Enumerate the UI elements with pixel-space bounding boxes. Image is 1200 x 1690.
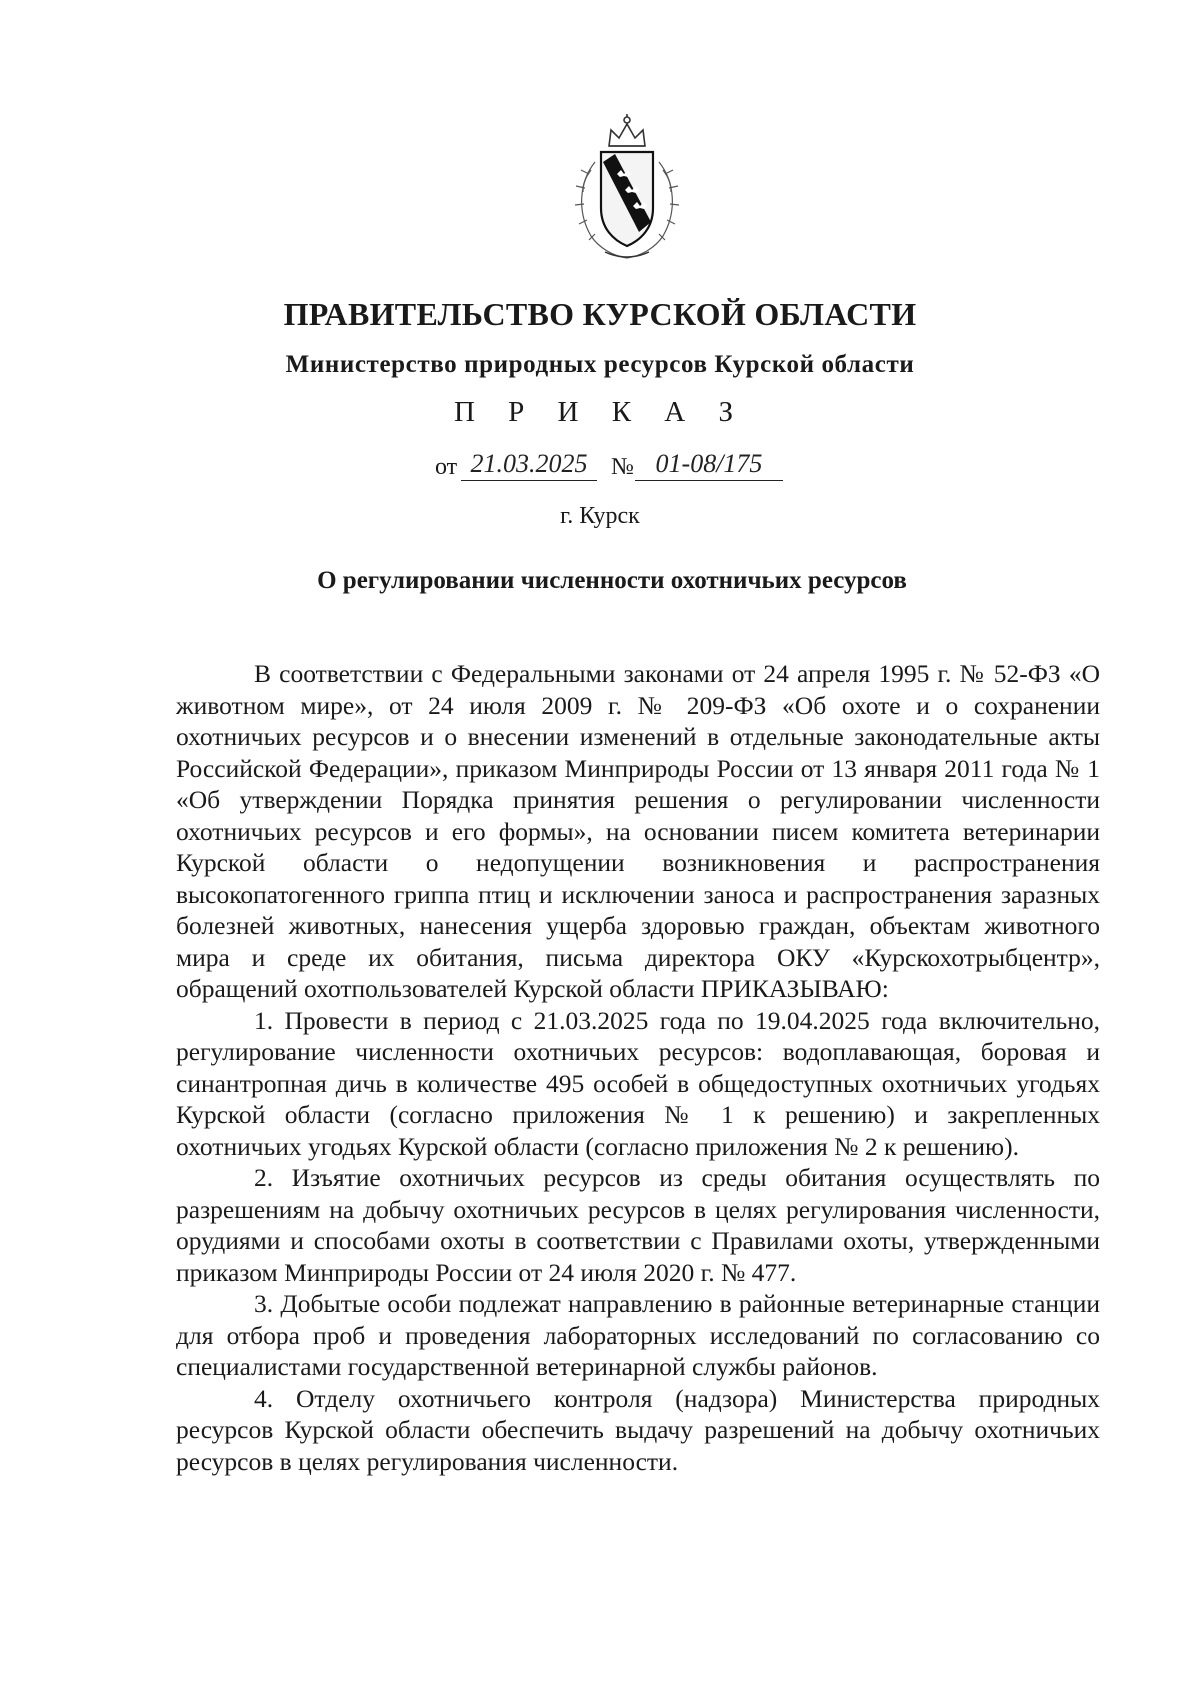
- document-body: [176, 658, 1100, 1477]
- government-title: ПРАВИТЕЛЬСТВО КУРСКОЙ ОБЛАСТИ: [283, 296, 917, 332]
- document-subject: О регулировании численности охотничьих ресурсов: [317, 567, 907, 594]
- ministry-name: Министерство природных ресурсов Курской области: [285, 351, 915, 378]
- city: г. Курск: [560, 503, 640, 529]
- item-1-paragraph: 1. Провести в период с 21.03.2025 года по 19.04.2025 года включительно, регулирование численности охотничьих ресурсов: водоплавающая, боровая и синантропная дичь в количестве 495 особей в общедоступных охотничьих угодьях Курской области (согласно приложения № 1 к решению) и закрепленных охотничьих угодьях Курской области (согласно приложения № 2 к решению).: [176, 1005, 1100, 1161]
- preamble-paragraph: В соответствии с Федеральными законами от 24 апреля 1995 г. № 52-ФЗ «О животном мире», от 24 июля 2009 г. № 209-ФЗ «Об охоте и о сохранении охотничьих ресурсов и о внесении изменений в отдельные законодательные акты Российской Федерации», приказом Минприроды России от 13 января 2011 года № 1 «Об утверждении Порядка принятия решения о регулировании численности охотничьих ресурсов и его формы», на основании писем комитета ветеринарии Курской области о недопущении возникновения и распространения высокопатогенного гриппа птиц и исключении заноса и распространения заразных болезней животных, нанесения ущерба здоровью граждан, объектам животного мира и среде их обитания, письма директора ОКУ «Курскохотрыбцентр», обращений охотпользователей Курской области ПРИКАЗЫВАЮ:: [176, 659, 1100, 1003]
- handwritten-date: 21.03.2025: [461, 448, 597, 481]
- item-2-paragraph: 2. Изъятие охотничьих ресурсов из среды обитания осуществлять по разрешениям на добычу охотничьих ресурсов в целях регулирования численности, орудиями и способами охоты в соответствии с Правилами охоты, утвержденными приказом Минприроды России от 24 июля 2020 г. № 477.: [176, 1163, 1100, 1287]
- item-3-paragraph: 3. Добытые особи подлежат направлению в районные ветеринарные станции для отбора проб и проведения лабораторных исследований по согласованию со специалистами государственной ветеринарной службы районов.: [176, 1289, 1100, 1381]
- number-label: №: [611, 454, 634, 480]
- date-number-line: [435, 448, 855, 488]
- handwritten-number: 01-08/175: [635, 448, 783, 481]
- date-label: от: [435, 454, 458, 480]
- item-4-paragraph: 4. Отделу охотничьего контроля (надзора) Министерства природных ресурсов Курской области обеспечить выдачу разрешений на добычу охотничьих ресурсов в целях регулирования численности.: [176, 1383, 1100, 1476]
- document-type: П Р И К А З: [453, 396, 747, 428]
- coat-of-arms-emblem: [565, 112, 689, 264]
